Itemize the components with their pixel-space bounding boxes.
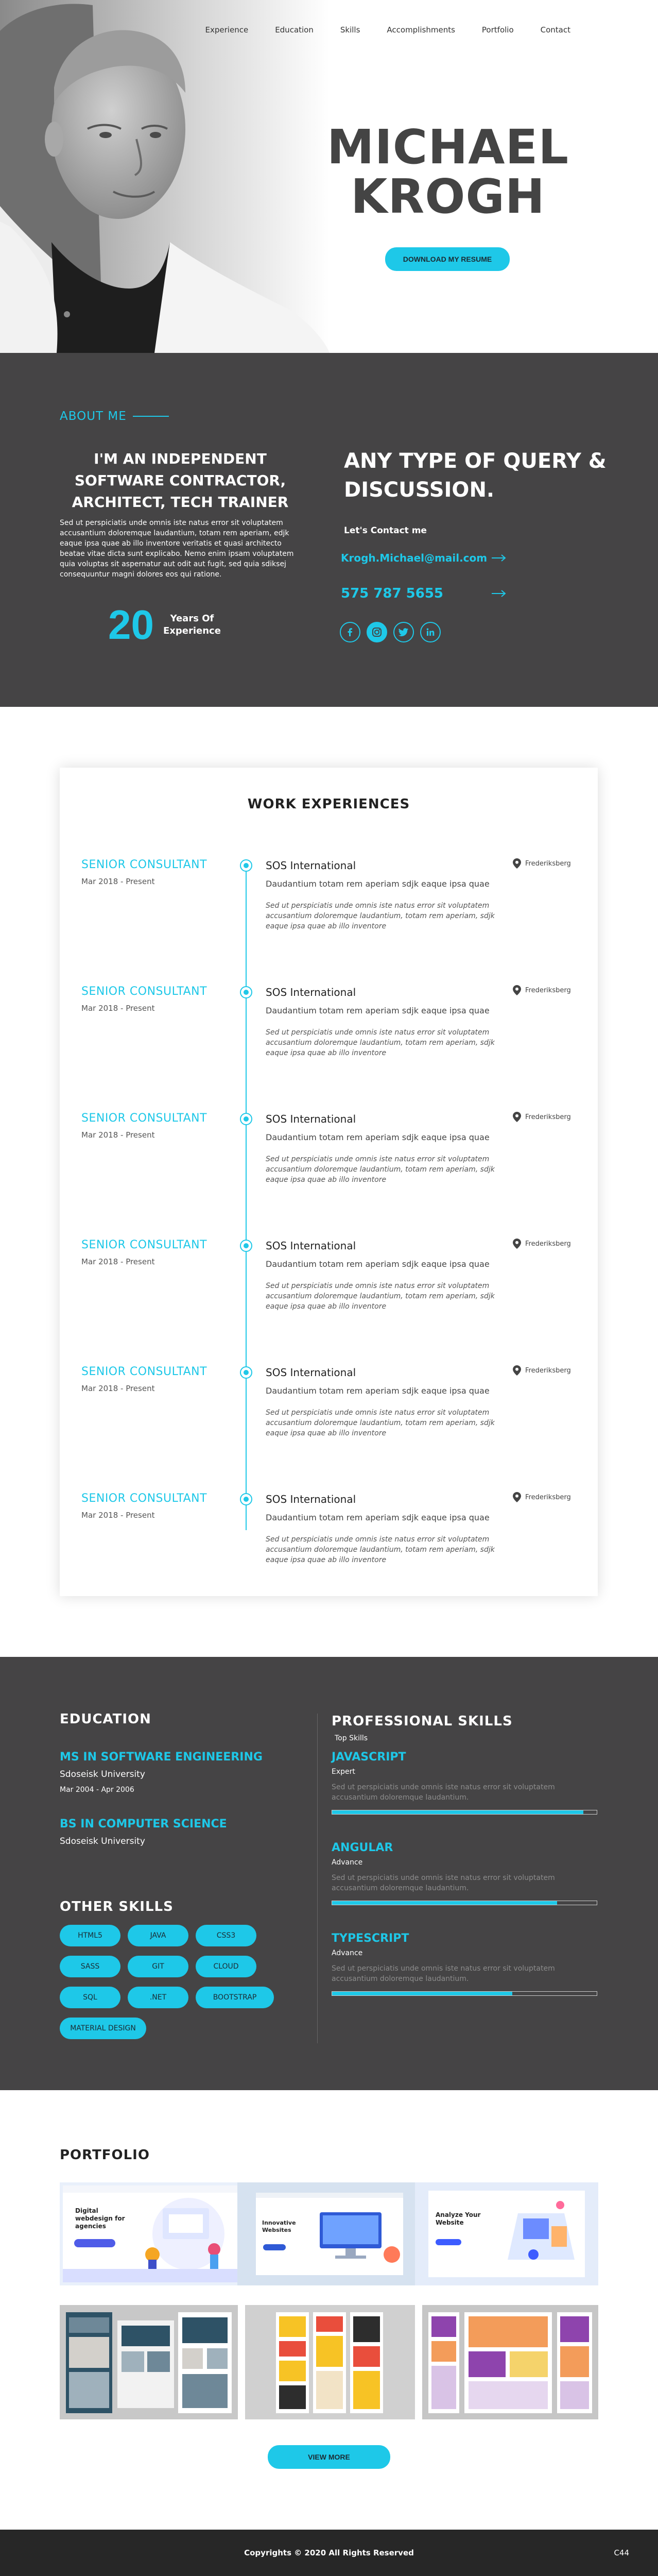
skill-pill-sql: SQL	[60, 1987, 120, 2008]
portfolio-thumb-3[interactable]	[415, 2182, 598, 2285]
footer-copyright: Copyrights © 2020 All Rights Reserved	[244, 2548, 414, 2557]
linkedin-icon[interactable]	[420, 622, 441, 642]
skill-pill-bootstrap: BOOTSTRAP	[196, 1987, 274, 2008]
timeline-dot	[240, 1493, 252, 1505]
experience-date: Mar 2018 - Present	[81, 1004, 155, 1013]
experience-description: Sed ut perspiciatis unde omnis iste natus error sit voluptatem accusantium doloremque laudantium, totam rem aperiam, sdjk eaque ipsa quae ab illo inventore	[266, 1028, 495, 1057]
email-link[interactable]: Krogh.Michael@mail.com	[341, 552, 488, 564]
nav-education[interactable]: Education	[275, 25, 314, 35]
about-heading	[60, 410, 169, 423]
experience-location-text: Frederiksberg	[525, 1366, 571, 1375]
experience-subtitle: Daudantium totam rem aperiam sdjk eaque ipsa quae	[266, 1132, 490, 1142]
phone-row[interactable]	[341, 586, 507, 601]
years-label	[163, 613, 221, 637]
experience-company: SOS International	[266, 986, 356, 998]
education-date-1: Mar 2004 - Apr 2006	[60, 1786, 134, 1794]
top-skills-label: Top Skills	[335, 1734, 368, 1742]
skill-progress-fill	[332, 1901, 557, 1905]
view-more-button[interactable]: VIEW MORE	[268, 2445, 390, 2469]
arrow-right-icon	[491, 554, 507, 562]
about-paragraph: Sed ut perspiciatis unde omnis iste natus error sit voluptatem accusantium doloremque laudantium, totam rem aperiam, edjk eaque ipsa quae ab illo inventore veritatis et quasi architecto beatae vitae dicta sunt explicabo. Nemo enim ipsam voluptatem quia voluptas sit aspernatur aut odit aut fugit, sed quia sdiksej consequuntur magni dolores eos qui ratione.	[60, 519, 294, 579]
experience-role: SENIOR CONSULTANT	[81, 1239, 207, 1251]
nav-experience[interactable]: Experience	[205, 25, 249, 35]
work-experience-card	[60, 768, 598, 1596]
experience-item	[60, 858, 598, 961]
years-label-line-2: Experience	[163, 625, 221, 636]
skill-description: Sed ut perspiciatis unde omnis iste natus error sit voluptatem accusantium doloremque laudantium.	[332, 1874, 555, 1892]
skill-typescript	[332, 1932, 597, 1996]
skill-pill-cloud: CLOUD	[196, 1956, 256, 1977]
experience-date: Mar 2018 - Present	[81, 1511, 155, 1520]
last-name: KROGH	[351, 169, 545, 224]
experience-location-text: Frederiksberg	[525, 1240, 571, 1248]
phone-link[interactable]: 575 787 5655	[341, 586, 444, 601]
twitter-icon[interactable]	[393, 622, 414, 642]
skill-pill-sass: SASS	[60, 1956, 120, 1977]
heading-underline	[133, 416, 169, 417]
education-school-1: Sdoseisk University	[60, 1769, 145, 1780]
portfolio-image-3	[415, 2182, 598, 2285]
experience-role: SENIOR CONSULTANT	[81, 858, 207, 871]
experience-company: SOS International	[266, 1493, 356, 1505]
education-degree-2: BS IN COMPUTER SCIENCE	[60, 1818, 227, 1831]
experience-location	[513, 1492, 571, 1502]
location-pin-icon	[513, 1239, 521, 1249]
nav-portfolio[interactable]: Portfolio	[481, 25, 514, 35]
skill-pill-html5: HTML5	[60, 1925, 120, 1946]
skill-name: TYPESCRIPT	[332, 1932, 409, 1945]
nav-skills[interactable]: Skills	[340, 25, 360, 35]
profile-photo	[0, 0, 330, 353]
hero-name	[319, 120, 577, 224]
portfolio-image-1	[60, 2182, 243, 2285]
experience-description: Sed ut perspiciatis unde omnis iste natus error sit voluptatem accusantium doloremque laudantium, totam rem aperiam, sdjk eaque ipsa quae ab illo inventore	[266, 1409, 495, 1437]
experience-location-text: Frederiksberg	[525, 1493, 571, 1501]
portfolio-thumb-6[interactable]	[422, 2305, 598, 2419]
contact-label: Let's Contact me	[344, 526, 427, 536]
experience-subtitle: Daudantium totam rem aperiam sdjk eaque ipsa quae	[266, 1513, 490, 1522]
years-label-line-1: Years Of	[170, 613, 214, 624]
experience-role: SENIOR CONSULTANT	[81, 1492, 207, 1505]
experience-location	[513, 858, 571, 869]
about-title: I'M AN INDEPENDENT SOFTWARE CONTRACTOR, ARCHITECT, TECH TRAINER	[72, 450, 289, 511]
skill-pill-material-design: MATERIAL DESIGN	[60, 2018, 146, 2039]
experience-role: SENIOR CONSULTANT	[81, 1365, 207, 1378]
skill-level: Expert	[332, 1768, 355, 1776]
experience-location-text: Frederiksberg	[525, 1113, 571, 1121]
other-skills-heading: OTHER SKILLS	[60, 1899, 174, 1914]
skill-name: JAVASCRIPT	[332, 1751, 406, 1764]
portfolio-image-2	[237, 2182, 421, 2285]
location-pin-icon	[513, 1365, 521, 1376]
email-row[interactable]	[341, 552, 507, 564]
location-pin-icon	[513, 1112, 521, 1122]
footer-code: C44	[614, 2548, 629, 2557]
experience-company: SOS International	[266, 1113, 356, 1125]
about-heading-text: ABOUT ME	[60, 410, 127, 423]
experience-item	[60, 1365, 598, 1468]
skill-description: Sed ut perspiciatis unde omnis iste natus error sit voluptatem accusantium doloremque laudantium.	[332, 1964, 555, 1983]
experience-role: SENIOR CONSULTANT	[81, 1112, 207, 1125]
hero-section	[0, 0, 658, 353]
skill-progress-fill	[332, 1992, 512, 1995]
experience-location	[513, 985, 571, 995]
timeline-dot	[240, 1240, 252, 1252]
skill-level: Advance	[332, 1858, 363, 1867]
location-pin-icon	[513, 1492, 521, 1502]
column-divider	[317, 1714, 318, 2043]
timeline-dot	[240, 986, 252, 998]
experience-date: Mar 2018 - Present	[81, 1257, 155, 1266]
skill-progress-bar	[332, 1991, 597, 1996]
experience-subtitle: Daudantium totam rem aperiam sdjk eaque ipsa quae	[266, 879, 490, 889]
skill-pill-java: JAVA	[128, 1925, 188, 1946]
experience-item	[60, 985, 598, 1088]
portfolio-heading: PORTFOLIO	[60, 2147, 150, 2163]
other-skills-list	[60, 1925, 317, 2039]
experience-location	[513, 1239, 571, 1249]
skill-name: ANGULAR	[332, 1841, 393, 1854]
skill-pill-css3: CSS3	[196, 1925, 256, 1946]
portfolio-thumb-5[interactable]	[245, 2305, 415, 2419]
skill-description: Sed ut perspiciatis unde omnis iste natus error sit voluptatem accusantium doloremque laudantium.	[332, 1783, 555, 1802]
arrow-right-icon	[491, 589, 507, 598]
experience-item	[60, 1239, 598, 1342]
location-pin-icon	[513, 985, 521, 995]
about-section	[0, 353, 658, 707]
experience-company: SOS International	[266, 1240, 356, 1252]
skill-pill-git: GIT	[128, 1956, 188, 1977]
skill-progress-bar	[332, 1901, 597, 1905]
top-nav	[205, 21, 601, 39]
portfolio-image-5	[245, 2305, 415, 2419]
instagram-icon[interactable]	[367, 622, 387, 642]
experience-description: Sed ut perspiciatis unde omnis iste natus error sit voluptatem accusantium doloremque laudantium, totam rem aperiam, sdjk eaque ipsa quae ab illo inventore	[266, 902, 495, 930]
timeline-dot	[240, 1366, 252, 1379]
portfolio-thumb-title: Digital webdesign for agencies	[75, 2207, 125, 2230]
location-pin-icon	[513, 858, 521, 869]
experience-location	[513, 1112, 571, 1122]
education-school-2: Sdoseisk University	[60, 1836, 145, 1846]
skill-pill-net: .NET	[128, 1987, 188, 2008]
experience-description: Sed ut perspiciatis unde omnis iste natus error sit voluptatem accusantium doloremque laudantium, totam rem aperiam, sdjk eaque ipsa quae ab illo inventore	[266, 1282, 495, 1311]
experience-location	[513, 1365, 571, 1376]
experience-description: Sed ut perspiciatis unde omnis iste natus error sit voluptatem accusantium doloremque laudantium, totam rem aperiam, sdjk eaque ipsa quae ab illo inventore	[266, 1535, 495, 1564]
experience-subtitle: Daudantium totam rem aperiam sdjk eaque ipsa quae	[266, 1006, 490, 1015]
years-number: 20	[108, 602, 154, 648]
education-degree-1: MS IN SOFTWARE ENGINEERING	[60, 1751, 263, 1764]
skill-angular	[332, 1841, 597, 1905]
skill-level: Advance	[332, 1949, 363, 1957]
experience-subtitle: Daudantium totam rem aperiam sdjk eaque ipsa quae	[266, 1386, 490, 1396]
education-heading: EDUCATION	[60, 1711, 151, 1727]
experience-item	[60, 1112, 598, 1215]
download-resume-button[interactable]: DOWNLOAD MY RESUME	[385, 247, 510, 271]
experience-date: Mar 2018 - Present	[81, 1384, 155, 1393]
footer	[0, 2530, 658, 2576]
portfolio-thumb-2[interactable]	[237, 2182, 421, 2285]
work-title: WORK EXPERIENCES	[247, 796, 410, 812]
social-links	[340, 622, 441, 642]
query-title: ANY TYPE OF QUERY & DISCUSSION.	[344, 449, 607, 502]
portfolio-image-4	[60, 2305, 238, 2419]
experience-company: SOS International	[266, 1366, 356, 1379]
skill-progress-fill	[332, 1810, 583, 1814]
experience-date: Mar 2018 - Present	[81, 1130, 155, 1140]
facebook-icon[interactable]	[340, 622, 360, 642]
experience-date: Mar 2018 - Present	[81, 877, 155, 886]
timeline-dot	[240, 859, 252, 872]
skills-section	[0, 1657, 658, 2090]
experience-role: SENIOR CONSULTANT	[81, 985, 207, 998]
portfolio-thumb-4[interactable]	[60, 2305, 238, 2419]
portfolio-thumb-title: Analyze Your Website	[436, 2211, 481, 2226]
skill-progress-bar	[332, 1810, 597, 1815]
experience-location-text: Frederiksberg	[525, 859, 571, 868]
experience-location-text: Frederiksberg	[525, 986, 571, 994]
portfolio-thumb-title: Innovative Websites	[262, 2219, 296, 2233]
experience-item	[60, 1492, 598, 1595]
portfolio-thumb-1[interactable]	[60, 2182, 243, 2285]
nav-accomplishments[interactable]: Accomplishments	[387, 25, 455, 35]
years-experience	[108, 604, 221, 646]
experience-subtitle: Daudantium totam rem aperiam sdjk eaque ipsa quae	[266, 1259, 490, 1269]
experience-description: Sed ut perspiciatis unde omnis iste natus error sit voluptatem accusantium doloremque laudantium, totam rem aperiam, sdjk eaque ipsa quae ab illo inventore	[266, 1155, 495, 1184]
portfolio-image-6	[422, 2305, 598, 2419]
first-name: MICHAEL	[327, 120, 569, 175]
professional-skills-heading: PROFESSIONAL SKILLS	[332, 1714, 513, 1729]
timeline-dot	[240, 1113, 252, 1125]
skill-javascript	[332, 1751, 597, 1815]
experience-company: SOS International	[266, 859, 356, 872]
nav-contact[interactable]: Contact	[540, 25, 570, 35]
